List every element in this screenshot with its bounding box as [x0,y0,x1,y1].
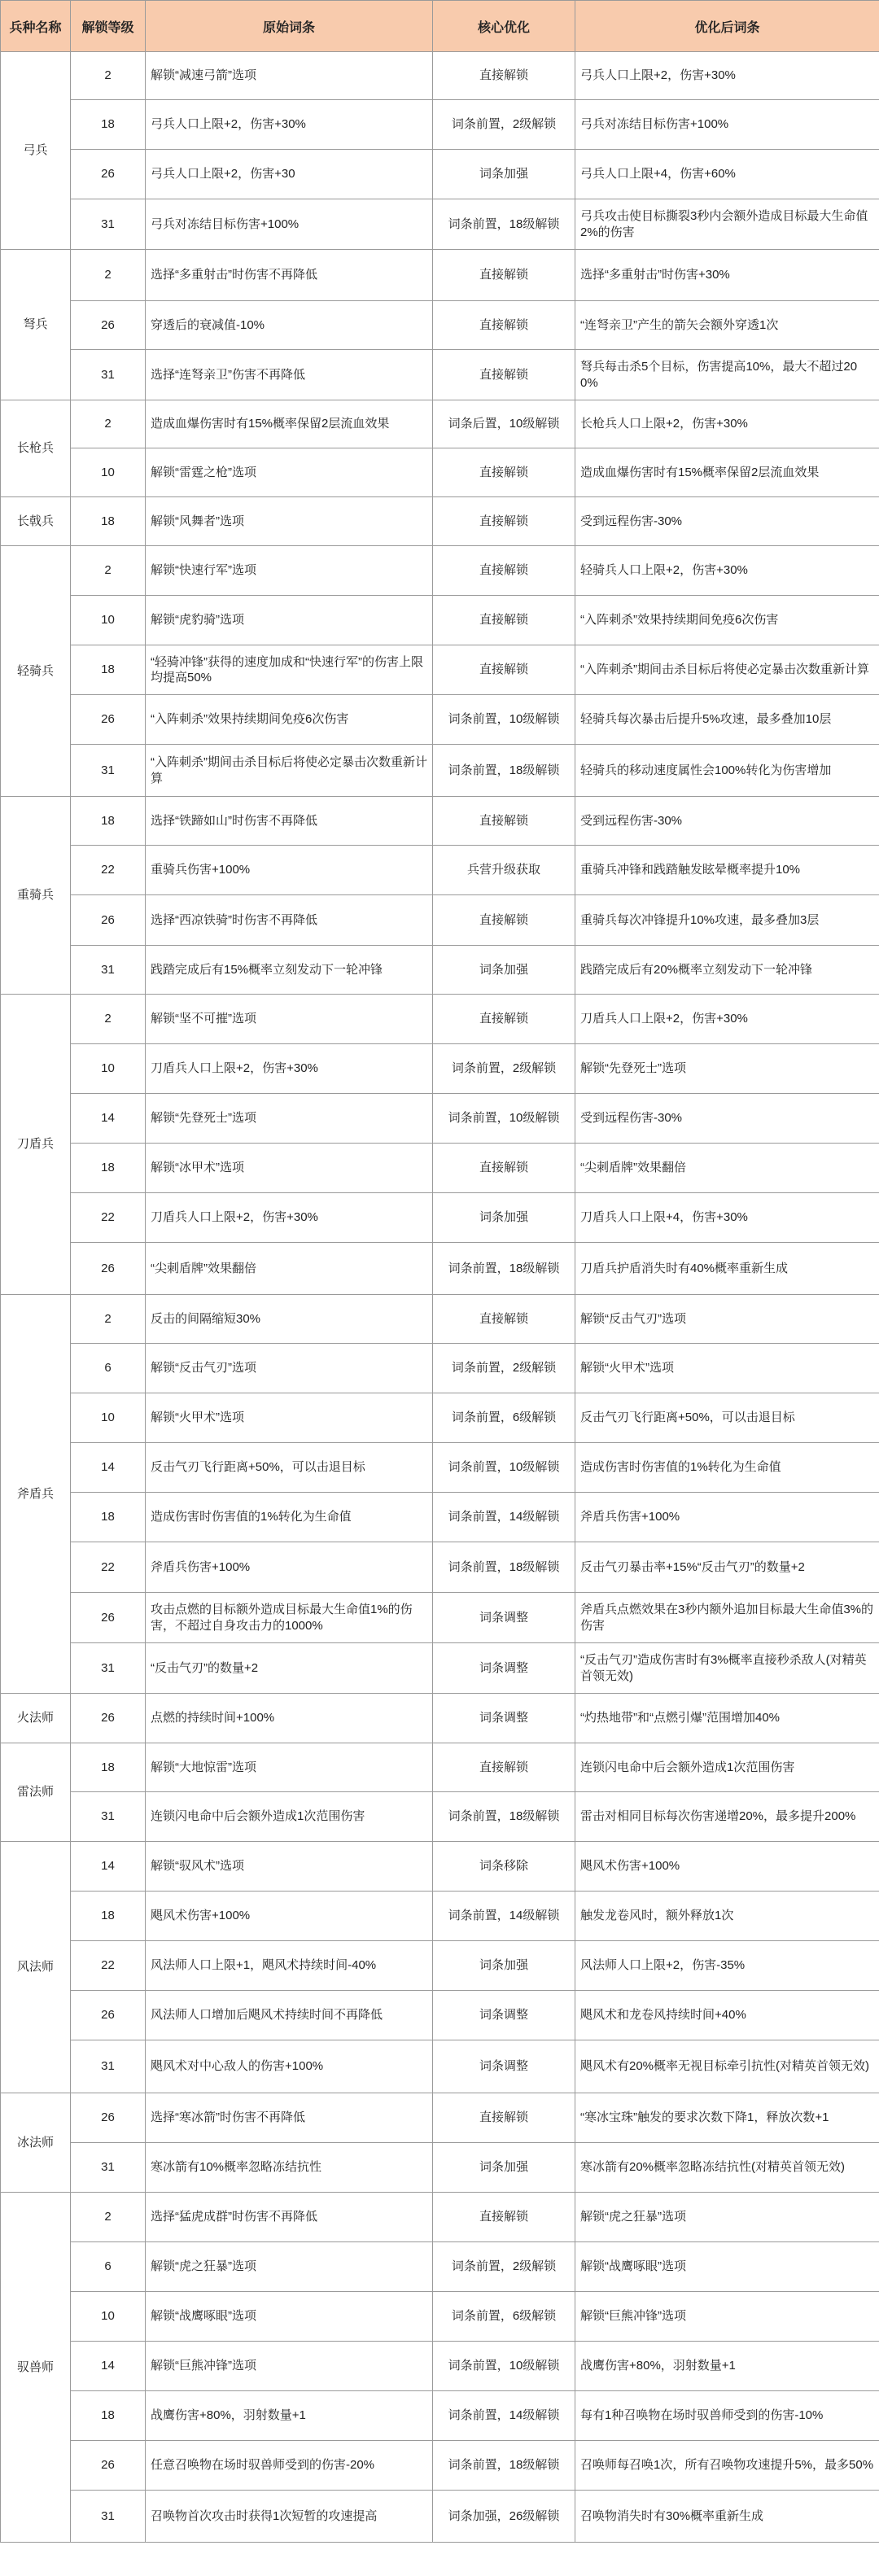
optimized-entry: 雷击对相同目标每次伤害递增20%，最多提升200% [575,1792,879,1842]
unlock-level: 26 [71,2441,146,2491]
core-optimization: 直接解锁 [433,546,575,596]
unit-name: 弩兵 [1,250,71,400]
table-row [1,199,879,250]
unit-name: 弓兵 [1,52,71,250]
unlock-level: 22 [71,1941,146,1991]
unit-name: 长戟兵 [1,497,71,546]
optimized-entry: 造成血爆伤害时有15%概率保留2层流血效果 [575,448,879,497]
optimized-entry: 解锁“战鹰啄眼”选项 [575,2242,879,2292]
original-entry: 选择“猛虎成群”时伤害不再降低 [146,2193,433,2242]
unit-name: 驭兽师 [1,2193,71,2543]
core-optimization: 直接解锁 [433,350,575,400]
unlock-level: 10 [71,1044,146,1094]
original-entry: 风法师人口上限+1，飓风术持续时间-40% [146,1941,433,1991]
optimized-entry: 解锁“先登死士”选项 [575,1044,879,1094]
original-entry: 选择“西凉铁骑”时伤害不再降低 [146,895,433,946]
table-row [1,2391,879,2441]
unlock-level: 18 [71,1493,146,1542]
core-optimization: 直接解锁 [433,52,575,100]
unlock-level: 31 [71,1792,146,1842]
original-entry: 解锁“战鹰啄眼”选项 [146,2292,433,2342]
table-row [1,1941,879,1991]
table-row [1,895,879,946]
unlock-level: 2 [71,250,146,301]
original-entry: 解锁“减速弓箭”选项 [146,52,433,100]
table-body [1,52,879,2543]
original-entry: 弓兵人口上限+2，伤害+30 [146,150,433,199]
table-row [1,2193,879,2242]
unlock-level: 18 [71,2391,146,2441]
core-optimization: 词条前置，6级解锁 [433,2292,575,2342]
unlock-level: 2 [71,546,146,596]
core-optimization: 词条移除 [433,1842,575,1892]
unlock-level: 18 [71,1743,146,1792]
unit-name: 刀盾兵 [1,995,71,1295]
core-optimization: 词条前置，2级解锁 [433,100,575,150]
original-entry: 穿透后的衰减值-10% [146,301,433,350]
core-optimization: 直接解锁 [433,1144,575,1193]
unit-name: 风法师 [1,1842,71,2093]
original-entry: 解锁“虎之狂暴”选项 [146,2242,433,2292]
unlock-level: 31 [71,199,146,250]
optimized-entry: 受到远程伤害-30% [575,497,879,546]
table-row [1,1094,879,1144]
unlock-level: 26 [71,1694,146,1743]
original-entry: 解锁“大地惊雷”选项 [146,1743,433,1792]
unlock-level: 10 [71,596,146,645]
table-row [1,2491,879,2543]
table-row [1,1443,879,1493]
core-optimization: 直接解锁 [433,797,575,846]
unlock-level: 10 [71,448,146,497]
original-entry: 飓风术对中心敌人的伤害+100% [146,2040,433,2093]
optimized-entry: 弓兵对冻结目标伤害+100% [575,100,879,150]
table-row [1,1593,879,1643]
unlock-level: 31 [71,2143,146,2193]
header-core: 核心优化 [433,1,575,52]
original-entry: 解锁“冰甲术”选项 [146,1144,433,1193]
unlock-level: 26 [71,1593,146,1643]
optimized-entry: 反击气刃暴击率+15%“反击气刃”的数量+2 [575,1542,879,1593]
table-row [1,497,879,546]
unlock-level: 10 [71,1393,146,1443]
table-row [1,846,879,895]
original-entry: “反击气刃”的数量+2 [146,1643,433,1694]
unlock-level: 31 [71,350,146,400]
unlock-level: 14 [71,1842,146,1892]
original-entry: 连锁闪电命中后会额外造成1次范围伤害 [146,1792,433,1842]
table-row [1,1243,879,1295]
core-optimization: 词条调整 [433,1991,575,2040]
unlock-level: 31 [71,2491,146,2543]
table-row [1,2143,879,2193]
core-optimization: 词条前置，2级解锁 [433,1044,575,1094]
table-row [1,2093,879,2143]
original-entry: 造成伤害时伤害值的1%转化为生命值 [146,1493,433,1542]
table-row [1,1694,879,1743]
optimized-entry: “灼热地带”和“点燃引爆”范围增加40% [575,1694,879,1743]
core-optimization: 词条前置，10级解锁 [433,695,575,745]
unlock-level: 22 [71,846,146,895]
core-optimization: 词条前置，10级解锁 [433,2342,575,2391]
optimized-entry: 受到远程伤害-30% [575,797,879,846]
core-optimization: 词条调整 [433,1643,575,1694]
core-optimization: 直接解锁 [433,995,575,1044]
optimized-entry: 轻骑兵每次暴击后提升5%攻速，最多叠加10层 [575,695,879,745]
table-row [1,2342,879,2391]
optimized-entry: 战鹰伤害+80%，羽射数量+1 [575,2342,879,2391]
unlock-level: 14 [71,1443,146,1493]
original-entry: 选择“连弩亲卫”伤害不再降低 [146,350,433,400]
original-entry: 选择“铁蹄如山”时伤害不再降低 [146,797,433,846]
optimized-entry: 轻骑兵人口上限+2，伤害+30% [575,546,879,596]
original-entry: 风法师人口增加后飓风术持续时间不再降低 [146,1991,433,2040]
table-row [1,1344,879,1393]
original-entry: 任意召唤物在场时驭兽师受到的伤害-20% [146,2441,433,2491]
original-entry: 解锁“火甲术”选项 [146,1393,433,1443]
unlock-level: 6 [71,1344,146,1393]
core-optimization: 词条调整 [433,2040,575,2093]
core-optimization: 词条加强 [433,1193,575,1243]
optimized-entry: 召唤物消失时有30%概率重新生成 [575,2491,879,2543]
optimized-entry: “尖刺盾牌”效果翻倍 [575,1144,879,1193]
table-row [1,797,879,846]
optimized-entry: “连弩亲卫”产生的箭矢会额外穿透1次 [575,301,879,350]
optimized-entry: 解锁“巨熊冲锋”选项 [575,2292,879,2342]
table-row [1,695,879,745]
table-row [1,745,879,797]
unlock-level: 26 [71,1991,146,2040]
table-row [1,1144,879,1193]
optimized-entry: 践踏完成后有20%概率立刻发动下一轮冲锋 [575,946,879,995]
optimized-entry: 重骑兵每次冲锋提升10%攻速，最多叠加3层 [575,895,879,946]
original-entry: 点燃的持续时间+100% [146,1694,433,1743]
table-row [1,1991,879,2040]
original-entry: “入阵刺杀”期间击杀目标后将使必定暴击次数重新计算 [146,745,433,797]
core-optimization: 词条前置，18级解锁 [433,1243,575,1295]
unit-name: 火法师 [1,1694,71,1743]
unlock-level: 10 [71,2292,146,2342]
unit-name: 冰法师 [1,2093,71,2193]
optimized-entry: 解锁“火甲术”选项 [575,1344,879,1393]
optimized-entry: 飓风术有20%概率无视目标牵引抗性(对精英首领无效) [575,2040,879,2093]
unlock-level: 22 [71,1193,146,1243]
core-optimization: 词条加强 [433,150,575,199]
unlock-level: 18 [71,1892,146,1941]
optimized-entry: 飓风术和龙卷风持续时间+40% [575,1991,879,2040]
original-entry: 解锁“虎豹骑”选项 [146,596,433,645]
unlock-level: 26 [71,695,146,745]
unlock-level: 2 [71,1295,146,1344]
optimized-entry: 寒冰箭有20%概率忽略冻结抗性(对精英首领无效) [575,2143,879,2193]
table-row [1,596,879,645]
optimized-entry: 长枪兵人口上限+2，伤害+30% [575,400,879,448]
core-optimization: 兵营升级获取 [433,846,575,895]
original-entry: 战鹰伤害+80%，羽射数量+1 [146,2391,433,2441]
header-optimized: 优化后词条 [575,1,879,52]
core-optimization: 词条调整 [433,1694,575,1743]
unlock-level: 26 [71,895,146,946]
unlock-level: 18 [71,645,146,695]
optimized-entry: 斧盾兵点燃效果在3秒内额外追加目标最大生命值3%的伤害 [575,1593,879,1643]
table-row [1,645,879,695]
core-optimization: 词条前置，14级解锁 [433,1892,575,1941]
optimized-entry: 弩兵每击杀5个目标，伤害提高10%，最大不超过200% [575,350,879,400]
original-entry: “尖刺盾牌”效果翻倍 [146,1243,433,1295]
unlock-level: 18 [71,497,146,546]
optimized-entry: 解锁“虎之狂暴”选项 [575,2193,879,2242]
optimized-entry: 刀盾兵人口上限+2，伤害+30% [575,995,879,1044]
table-row [1,301,879,350]
core-optimization: 直接解锁 [433,2193,575,2242]
original-entry: 斧盾兵伤害+100% [146,1542,433,1593]
original-entry: 弓兵对冻结目标伤害+100% [146,199,433,250]
core-optimization: 词条前置，14级解锁 [433,2391,575,2441]
core-optimization: 词条加强 [433,2143,575,2193]
table-row [1,546,879,596]
unlock-level: 31 [71,1643,146,1694]
header-level: 解锁等级 [71,1,146,52]
unlock-level: 26 [71,150,146,199]
optimized-entry: 解锁“反击气刃”选项 [575,1295,879,1344]
table-row [1,2441,879,2491]
unlock-level: 6 [71,2242,146,2292]
core-optimization: 词条加强，26级解锁 [433,2491,575,2543]
unit-name: 雷法师 [1,1743,71,1842]
core-optimization: 词条加强 [433,1941,575,1991]
optimized-entry: 触发龙卷风时，额外释放1次 [575,1892,879,1941]
unit-name: 斧盾兵 [1,1295,71,1694]
optimized-entry: 选择“多重射击”时伤害+30% [575,250,879,301]
optimized-entry: 弓兵攻击使目标撕裂3秒内会额外造成目标最大生命值2%的伤害 [575,199,879,250]
table-row [1,52,879,100]
header-unit: 兵种名称 [1,1,71,52]
core-optimization: 词条前置，18级解锁 [433,2441,575,2491]
unlock-level: 2 [71,400,146,448]
core-optimization: 直接解锁 [433,2093,575,2143]
core-optimization: 直接解锁 [433,1743,575,1792]
optimized-entry: 风法师人口上限+2，伤害-35% [575,1941,879,1991]
optimized-entry: 受到远程伤害-30% [575,1094,879,1144]
core-optimization: 词条前置，2级解锁 [433,2242,575,2292]
unlock-level: 14 [71,1094,146,1144]
core-optimization: 词条加强 [433,946,575,995]
optimized-entry: 每有1种召唤物在场时驭兽师受到的伤害-10% [575,2391,879,2441]
header-row [1,1,879,52]
table-row [1,100,879,150]
unlock-level: 31 [71,2040,146,2093]
optimized-entry: 反击气刃飞行距离+50%，可以击退目标 [575,1393,879,1443]
optimized-entry: “寒冰宝珠”触发的要求次数下降1，释放次数+1 [575,2093,879,2143]
original-entry: 刀盾兵人口上限+2，伤害+30% [146,1193,433,1243]
table-row [1,1743,879,1792]
original-entry: “入阵刺杀”效果持续期间免疫6次伤害 [146,695,433,745]
unit-name: 长枪兵 [1,400,71,497]
original-entry: 解锁“巨熊冲锋”选项 [146,2342,433,2391]
unlock-level: 2 [71,52,146,100]
core-optimization: 直接解锁 [433,895,575,946]
optimized-entry: 召唤师每召唤1次，所有召唤物攻速提升5%，最多50% [575,2441,879,2491]
core-optimization: 词条前置，6级解锁 [433,1393,575,1443]
original-entry: 攻击点燃的目标额外造成目标最大生命值1%的伤害，不超过自身攻击力的1000% [146,1593,433,1643]
table-row [1,1295,879,1344]
original-entry: 践踏完成后有15%概率立刻发动下一轮冲锋 [146,946,433,995]
table-row [1,1044,879,1094]
optimized-entry: 弓兵人口上限+4，伤害+60% [575,150,879,199]
original-entry: 重骑兵伤害+100% [146,846,433,895]
core-optimization: 词条前置，14级解锁 [433,1493,575,1542]
original-entry: 寒冰箭有10%概率忽略冻结抗性 [146,2143,433,2193]
original-entry: 解锁“驭风术”选项 [146,1842,433,1892]
optimized-entry: 刀盾兵护盾消失时有40%概率重新生成 [575,1243,879,1295]
original-entry: 解锁“快速行军”选项 [146,546,433,596]
core-optimization: 直接解锁 [433,645,575,695]
original-entry: 召唤物首次攻击时获得1次短暂的攻速提高 [146,2491,433,2543]
table-row [1,448,879,497]
table-row [1,2040,879,2093]
core-optimization: 词条前置，18级解锁 [433,1792,575,1842]
optimized-entry: 刀盾兵人口上限+4，伤害+30% [575,1193,879,1243]
unlock-level: 14 [71,2342,146,2391]
optimized-entry: 弓兵人口上限+2，伤害+30% [575,52,879,100]
core-optimization: 直接解锁 [433,301,575,350]
optimized-entry: 斧盾兵伤害+100% [575,1493,879,1542]
unlock-level: 18 [71,100,146,150]
original-entry: 解锁“反击气刃”选项 [146,1344,433,1393]
optimized-entry: 飓风术伤害+100% [575,1842,879,1892]
core-optimization: 词条前置，18级解锁 [433,199,575,250]
table-row [1,1542,879,1593]
table-row [1,1643,879,1694]
original-entry: 弓兵人口上限+2，伤害+30% [146,100,433,150]
original-entry: 反击气刃飞行距离+50%，可以击退目标 [146,1443,433,1493]
table-row [1,2242,879,2292]
optimized-entry: 重骑兵冲锋和践踏触发眩晕概率提升10% [575,846,879,895]
core-optimization: 词条前置，18级解锁 [433,1542,575,1593]
unlock-level: 22 [71,1542,146,1593]
table-row [1,1193,879,1243]
unlock-level: 31 [71,745,146,797]
table-row [1,150,879,199]
unlock-level: 26 [71,301,146,350]
core-optimization: 词条前置，18级解锁 [433,745,575,797]
core-optimization: 词条后置，10级解锁 [433,400,575,448]
table-row [1,350,879,400]
original-entry: “轻骑冲锋”获得的速度加成和“快速行军”的伤害上限均提高50% [146,645,433,695]
optimized-entry: “反击气刃”造成伤害时有3%概率直接秒杀敌人(对精英首领无效) [575,1643,879,1694]
core-optimization: 词条前置，10级解锁 [433,1094,575,1144]
optimized-entry: 连锁闪电命中后会额外造成1次范围伤害 [575,1743,879,1792]
optimized-entry: “入阵刺杀”效果持续期间免疫6次伤害 [575,596,879,645]
table-row [1,2292,879,2342]
core-optimization: 词条调整 [433,1593,575,1643]
unlock-level: 31 [71,946,146,995]
original-entry: 反击的间隔缩短30% [146,1295,433,1344]
core-optimization: 直接解锁 [433,1295,575,1344]
core-optimization: 直接解锁 [433,497,575,546]
unit-name: 重骑兵 [1,797,71,995]
unlock-level: 18 [71,1144,146,1193]
core-optimization: 词条前置，2级解锁 [433,1344,575,1393]
optimized-entry: 轻骑兵的移动速度属性会100%转化为伤害增加 [575,745,879,797]
unlock-level: 18 [71,797,146,846]
core-optimization: 词条前置，10级解锁 [433,1443,575,1493]
table-row [1,1892,879,1941]
core-optimization: 直接解锁 [433,448,575,497]
unit-name: 轻骑兵 [1,546,71,797]
unlock-level: 2 [71,995,146,1044]
core-optimization: 直接解锁 [433,596,575,645]
unlock-level: 2 [71,2193,146,2242]
header-original: 原始词条 [146,1,433,52]
original-entry: 刀盾兵人口上限+2，伤害+30% [146,1044,433,1094]
original-entry: 选择“寒冰箭”时伤害不再降低 [146,2093,433,2143]
table-row [1,946,879,995]
table-row [1,995,879,1044]
table-row [1,1393,879,1443]
table-row [1,250,879,301]
unlock-level: 26 [71,2093,146,2143]
original-entry: 选择“多重射击”时伤害不再降低 [146,250,433,301]
table-row [1,1842,879,1892]
core-optimization: 直接解锁 [433,250,575,301]
original-entry: 解锁“风舞者”选项 [146,497,433,546]
original-entry: 造成血爆伤害时有15%概率保留2层流血效果 [146,400,433,448]
optimized-entry: 造成伤害时伤害值的1%转化为生命值 [575,1443,879,1493]
original-entry: 解锁“先登死士”选项 [146,1094,433,1144]
optimized-entry: “入阵刺杀”期间击杀目标后将使必定暴击次数重新计算 [575,645,879,695]
table-row [1,1792,879,1842]
original-entry: 飓风术伤害+100% [146,1892,433,1941]
table-row [1,400,879,448]
unlock-level: 26 [71,1243,146,1295]
table-row [1,1493,879,1542]
original-entry: 解锁“坚不可摧”选项 [146,995,433,1044]
original-entry: 解锁“雷霆之枪”选项 [146,448,433,497]
